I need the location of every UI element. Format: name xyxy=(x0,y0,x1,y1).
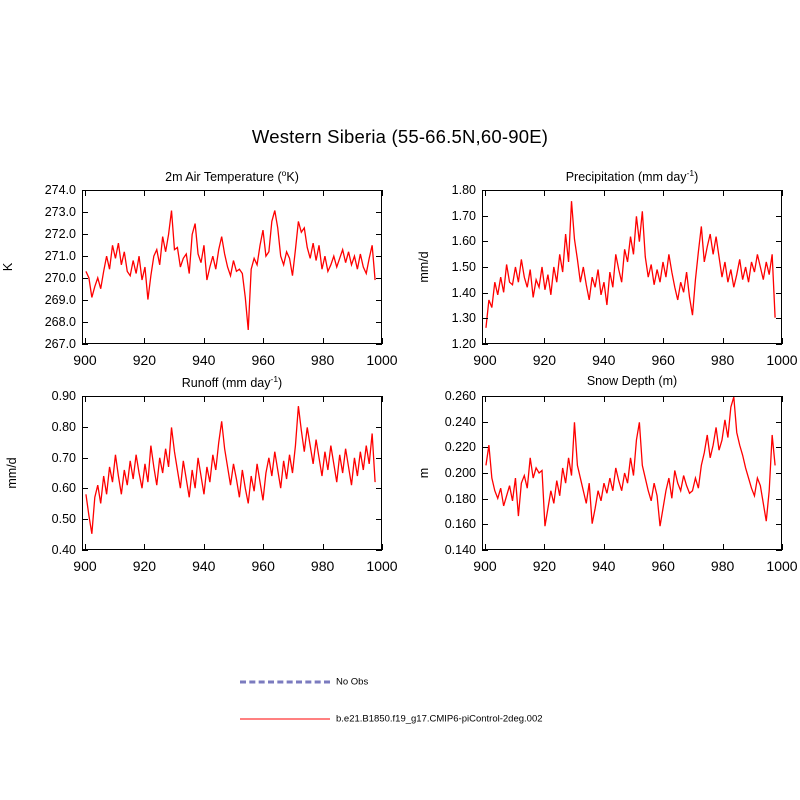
x-tick-mark xyxy=(604,396,605,402)
y-tick-mark xyxy=(776,473,782,474)
y-tick-mark xyxy=(482,447,488,448)
y-tick-mark xyxy=(82,234,88,235)
y-tick-mark xyxy=(776,524,782,525)
x-tick-mark xyxy=(323,190,324,196)
y-tick-mark xyxy=(776,550,782,551)
panel-runoff xyxy=(82,374,382,550)
x-tick-mark xyxy=(485,396,486,402)
panel-snow-depth xyxy=(482,374,782,550)
x-tick-mark xyxy=(263,338,264,344)
plot-area-snow-depth xyxy=(482,396,782,550)
y-tick-mark xyxy=(82,300,88,301)
x-tick-mark xyxy=(263,396,264,402)
x-tick-label: 940 xyxy=(592,558,616,574)
panel-title-snow-depth xyxy=(482,374,782,388)
x-tick-mark xyxy=(782,396,783,402)
x-tick-label: 1000 xyxy=(766,352,798,368)
y-tick-mark xyxy=(776,293,782,294)
x-tick-mark xyxy=(604,338,605,344)
x-tick-label: 940 xyxy=(192,558,216,574)
y-tick-label: 0.180 xyxy=(444,491,476,506)
y-axis-label: mm/d xyxy=(417,251,431,283)
y-tick-mark xyxy=(82,344,88,345)
y-tick-label: 271.0 xyxy=(44,249,76,263)
plot-area-runoff xyxy=(82,396,382,550)
panel-title-text: 2m Air Temperature ($^o$K) xyxy=(165,168,299,185)
figure-title: Western Siberia (55-66.5N,60-90E) xyxy=(251,126,549,147)
x-tick-mark xyxy=(723,396,724,402)
y-tick-label: 0.40 xyxy=(51,543,76,557)
y-tick-label: 1.50 xyxy=(451,260,476,274)
x-tick-label: 980 xyxy=(310,558,335,574)
x-tick-label: 900 xyxy=(473,558,497,574)
x-tick-mark xyxy=(723,544,724,550)
y-tick-label: 1.70 xyxy=(451,208,476,223)
y-tick-label: 1.40 xyxy=(451,285,476,300)
legend-solid-swatch xyxy=(240,719,330,720)
legend-label-model: b.e21.B1850.f19_g17.CMIP6-piControl-2deg.002 xyxy=(336,713,543,725)
x-tick-mark xyxy=(663,190,664,196)
panel-title-air-temperature xyxy=(82,168,382,184)
y-tick-mark xyxy=(482,524,488,525)
x-tick-label: 900 xyxy=(73,558,97,574)
x-tick-mark xyxy=(382,396,383,402)
x-tick-mark xyxy=(204,396,205,402)
x-tick-mark xyxy=(485,190,486,196)
x-tick-mark xyxy=(485,338,486,344)
x-tick-mark xyxy=(723,338,724,344)
plot-area-air-temperature xyxy=(82,190,382,344)
x-tick-mark xyxy=(782,338,783,344)
y-tick-label: 0.220 xyxy=(444,440,476,455)
x-tick-label: 900 xyxy=(473,352,497,368)
panel-title-text: Snow Depth (m) xyxy=(586,374,678,388)
x-tick-mark xyxy=(663,396,664,402)
y-tick-mark xyxy=(82,256,88,257)
x-tick-label: 940 xyxy=(192,352,216,368)
x-tick-mark xyxy=(544,544,545,550)
y-tick-label: 267.0 xyxy=(44,337,76,351)
y-tick-mark xyxy=(82,458,88,459)
x-tick-label: 980 xyxy=(710,352,735,368)
y-tick-mark xyxy=(376,278,382,279)
y-tick-label: 0.60 xyxy=(51,481,76,496)
y-tick-mark xyxy=(482,293,488,294)
x-tick-label: 960 xyxy=(251,558,275,574)
x-tick-mark xyxy=(85,396,86,402)
x-tick-label: 960 xyxy=(651,558,675,574)
x-tick-mark xyxy=(323,544,324,550)
y-tick-label: 1.60 xyxy=(451,234,476,249)
x-tick-mark xyxy=(144,190,145,196)
y-tick-mark xyxy=(482,267,488,268)
x-tick-mark xyxy=(204,338,205,344)
x-tick-mark xyxy=(782,190,783,196)
y-tick-mark xyxy=(776,447,782,448)
series-line-air-temperature xyxy=(83,191,381,343)
y-tick-mark xyxy=(82,550,88,551)
x-tick-mark xyxy=(782,544,783,550)
y-tick-mark xyxy=(482,216,488,217)
y-tick-label: 268.0 xyxy=(44,315,76,329)
y-tick-mark xyxy=(82,519,88,520)
y-tick-mark xyxy=(376,322,382,323)
y-tick-mark xyxy=(376,427,382,428)
x-tick-label: 1000 xyxy=(366,352,398,368)
y-tick-label: 270.0 xyxy=(44,271,76,285)
x-tick-mark xyxy=(604,190,605,196)
x-tick-mark xyxy=(485,544,486,550)
y-axis-label: mm/d xyxy=(5,457,19,489)
y-tick-label: 1.30 xyxy=(451,311,476,326)
x-tick-label: 960 xyxy=(651,352,675,368)
plot-area-precipitation xyxy=(482,190,782,344)
x-tick-mark xyxy=(144,544,145,550)
x-tick-label: 920 xyxy=(532,352,557,368)
y-tick-label: 0.90 xyxy=(51,389,76,403)
y-tick-mark xyxy=(776,241,782,242)
x-tick-mark xyxy=(85,190,86,196)
x-tick-label: 960 xyxy=(251,352,275,368)
y-tick-mark xyxy=(776,267,782,268)
y-tick-mark xyxy=(776,318,782,319)
x-tick-mark xyxy=(144,396,145,402)
x-tick-mark xyxy=(663,544,664,550)
y-tick-mark xyxy=(82,278,88,279)
panel-title-precipitation xyxy=(482,168,782,184)
y-tick-mark xyxy=(376,300,382,301)
y-tick-mark xyxy=(82,427,88,428)
x-tick-label: 980 xyxy=(310,352,335,368)
x-tick-mark xyxy=(382,190,383,196)
x-tick-mark xyxy=(723,190,724,196)
x-tick-mark xyxy=(663,338,664,344)
y-tick-label: 0.140 xyxy=(444,543,476,557)
panel-title-text: Runoff (mm day$^{-1}$) xyxy=(181,374,283,391)
x-tick-label: 1000 xyxy=(366,558,398,574)
panel-title-runoff xyxy=(82,374,382,390)
y-tick-label: 0.80 xyxy=(51,419,76,434)
x-tick-mark xyxy=(544,190,545,196)
x-tick-mark xyxy=(144,338,145,344)
legend-entry-no-obs xyxy=(240,675,760,689)
x-tick-mark xyxy=(204,190,205,196)
x-tick-mark xyxy=(544,396,545,402)
panel-precipitation xyxy=(482,168,782,344)
y-tick-label: 269.0 xyxy=(44,293,76,307)
x-tick-mark xyxy=(263,190,264,196)
y-tick-label: 0.260 xyxy=(444,389,476,403)
y-tick-mark xyxy=(82,212,88,213)
x-tick-mark xyxy=(382,544,383,550)
x-tick-mark xyxy=(323,396,324,402)
y-tick-mark xyxy=(482,473,488,474)
x-tick-label: 980 xyxy=(710,558,735,574)
x-tick-mark xyxy=(604,544,605,550)
y-tick-mark xyxy=(776,499,782,500)
y-axis-label: m xyxy=(417,467,431,479)
x-tick-label: 940 xyxy=(592,352,616,368)
x-tick-mark xyxy=(382,338,383,344)
x-tick-label: 920 xyxy=(532,558,557,574)
y-tick-label: 274.0 xyxy=(44,183,76,197)
series-line-runoff xyxy=(83,397,381,549)
x-tick-mark xyxy=(263,544,264,550)
y-tick-label: 0.70 xyxy=(51,450,76,465)
series-line-snow-depth xyxy=(483,397,781,549)
y-tick-mark xyxy=(376,488,382,489)
y-tick-label: 1.20 xyxy=(451,337,476,351)
y-tick-mark xyxy=(482,241,488,242)
y-tick-mark xyxy=(482,499,488,500)
y-tick-label: 273.0 xyxy=(44,205,76,219)
x-tick-mark xyxy=(204,544,205,550)
y-axis-label: K xyxy=(1,262,15,272)
y-tick-label: 1.80 xyxy=(451,183,476,197)
legend-entry-model xyxy=(240,712,760,726)
y-tick-mark xyxy=(776,422,782,423)
y-tick-mark xyxy=(376,212,382,213)
y-tick-mark xyxy=(482,422,488,423)
y-tick-label: 0.200 xyxy=(444,466,476,480)
legend-dashed-swatch xyxy=(240,681,330,684)
y-tick-mark xyxy=(82,488,88,489)
y-tick-mark xyxy=(376,458,382,459)
panel-air-temperature xyxy=(82,168,382,344)
x-tick-label: 920 xyxy=(132,352,157,368)
x-tick-label: 900 xyxy=(73,352,97,368)
y-tick-mark xyxy=(376,256,382,257)
y-tick-mark xyxy=(376,519,382,520)
y-tick-mark xyxy=(482,550,488,551)
panel-title-text: Precipitation (mm day$^{-1}$) xyxy=(565,168,699,185)
x-tick-mark xyxy=(323,338,324,344)
legend-label-no-obs: No Obs xyxy=(336,676,369,688)
y-tick-mark xyxy=(82,322,88,323)
y-tick-label: 272.0 xyxy=(44,227,76,241)
y-tick-mark xyxy=(482,318,488,319)
y-tick-mark xyxy=(482,344,488,345)
y-tick-mark xyxy=(376,550,382,551)
y-tick-label: 0.50 xyxy=(51,512,76,527)
y-tick-mark xyxy=(376,344,382,345)
y-tick-mark xyxy=(776,344,782,345)
series-line-precipitation xyxy=(483,191,781,343)
y-tick-mark xyxy=(776,216,782,217)
x-tick-mark xyxy=(544,338,545,344)
y-tick-label: 0.160 xyxy=(444,517,476,532)
y-tick-mark xyxy=(376,234,382,235)
x-tick-label: 920 xyxy=(132,558,157,574)
y-tick-label: 0.240 xyxy=(444,414,476,429)
x-tick-mark xyxy=(85,544,86,550)
x-tick-mark xyxy=(85,338,86,344)
x-tick-label: 1000 xyxy=(766,558,798,574)
